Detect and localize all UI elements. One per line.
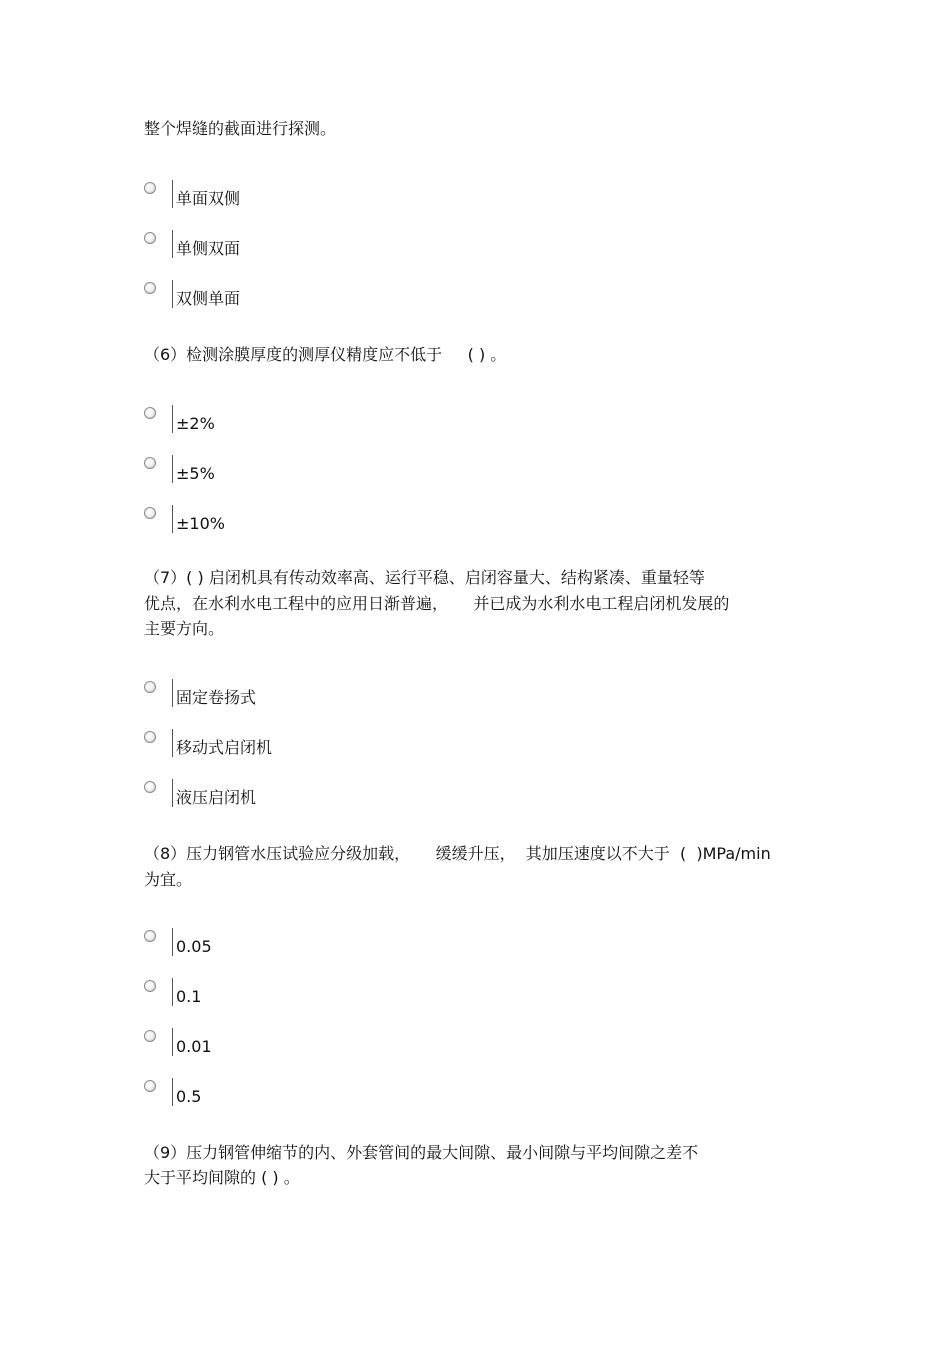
q7-option-3[interactable] <box>144 779 544 809</box>
q7-option-2-label: 移动式启闭机 <box>176 738 273 757</box>
text-cursor-icon <box>172 455 173 483</box>
text-cursor-icon <box>172 978 173 1006</box>
q7-option-1[interactable] <box>144 679 544 709</box>
text-cursor-icon <box>172 405 173 433</box>
q5-option-2-label: 单侧双面 <box>176 239 241 258</box>
radio-button-icon[interactable] <box>144 282 156 294</box>
radio-button-icon[interactable] <box>144 930 156 942</box>
question-5-continuation: 整个焊缝的截面进行探测。 <box>144 119 337 138</box>
question-8-text-line-2: 为宜。 <box>144 870 193 889</box>
q6-option-1[interactable] <box>144 405 544 435</box>
text-cursor-icon <box>172 679 173 707</box>
text-cursor-icon <box>172 280 173 308</box>
q8-option-2[interactable] <box>144 978 544 1008</box>
q5-option-3-label: 双侧单面 <box>176 289 241 308</box>
question-6-text: （6）检测涂膜厚度的测厚仪精度应不低于 ( ) 。 <box>144 345 507 364</box>
radio-button-icon[interactable] <box>144 1080 156 1092</box>
q8-option-3-label: 0.01 <box>176 1037 212 1056</box>
q6-option-3-label: ±10% <box>176 514 225 533</box>
q6-option-3[interactable] <box>144 505 544 535</box>
radio-button-icon[interactable] <box>144 781 156 793</box>
q8-option-1-label: 0.05 <box>176 937 212 956</box>
text-cursor-icon <box>172 505 173 533</box>
q5-option-1-label: 单面双侧 <box>176 189 241 208</box>
q8-option-3[interactable] <box>144 1028 544 1058</box>
radio-button-icon[interactable] <box>144 407 156 419</box>
radio-button-icon[interactable] <box>144 1030 156 1042</box>
q7-option-3-label: 液压启闭机 <box>176 788 257 807</box>
q6-option-1-label: ±2% <box>176 414 215 433</box>
q6-option-2-label: ±5% <box>176 464 215 483</box>
radio-button-icon[interactable] <box>144 980 156 992</box>
radio-button-icon[interactable] <box>144 232 156 244</box>
text-cursor-icon <box>172 180 173 208</box>
q5-option-2[interactable] <box>144 230 544 260</box>
q5-option-1[interactable] <box>144 180 544 210</box>
q8-option-1[interactable] <box>144 928 544 958</box>
question-9-text-line-1: （9）压力钢管伸缩节的内、外套管间的最大间隙、最小间隙与平均间隙之差不 <box>144 1143 699 1162</box>
radio-button-icon[interactable] <box>144 182 156 194</box>
q5-option-3[interactable] <box>144 280 544 310</box>
text-cursor-icon <box>172 230 173 258</box>
text-cursor-icon <box>172 1078 173 1106</box>
radio-button-icon[interactable] <box>144 681 156 693</box>
text-cursor-icon <box>172 779 173 807</box>
text-cursor-icon <box>172 1028 173 1056</box>
q6-option-2[interactable] <box>144 455 544 485</box>
q8-option-2-label: 0.1 <box>176 987 202 1006</box>
q8-option-4-label: 0.5 <box>176 1087 202 1106</box>
radio-button-icon[interactable] <box>144 507 156 519</box>
q7-option-2[interactable] <box>144 729 544 759</box>
question-7-text-line-3: 主要方向。 <box>144 619 225 638</box>
q8-option-4[interactable] <box>144 1078 544 1108</box>
q7-option-1-label: 固定卷扬式 <box>176 688 257 707</box>
radio-button-icon[interactable] <box>144 731 156 743</box>
text-cursor-icon <box>172 928 173 956</box>
radio-button-icon[interactable] <box>144 457 156 469</box>
question-7-text-line-1: （7）( ) 启闭机具有传动效率高、运行平稳、启闭容量大、结构紧凑、重量轻等 <box>144 568 705 587</box>
question-7-text-line-2: 优点，在水利水电工程中的应用日渐普遍， 并已成为水利水电工程启闭机发展的 <box>144 594 730 613</box>
question-9-text-line-2: 大于平均间隙的 ( ) 。 <box>144 1168 300 1187</box>
question-8-text-line-1: （8）压力钢管水压试验应分级加载， 缓缓升压， 其加压速度以不大于 ( )MPa/min <box>144 844 771 863</box>
text-cursor-icon <box>172 729 173 757</box>
